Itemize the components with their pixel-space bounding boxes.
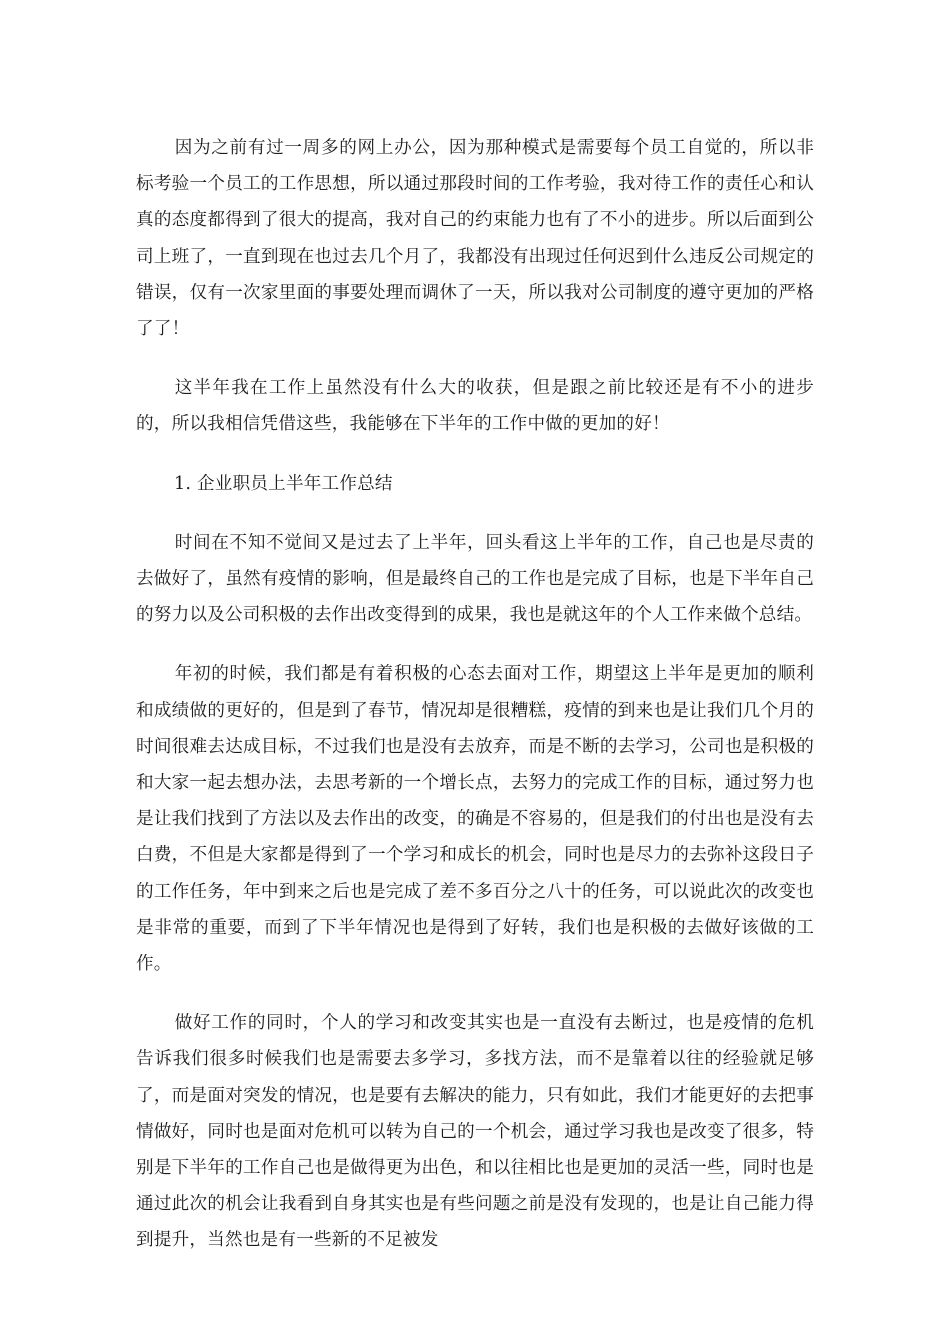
paragraph-half-year-progress: 这半年我在工作上虽然没有什么大的收获，但是跟之前比较还是有不小的进步的，所以我相信凭借这些，我能够在下半年的工作中做的更加的好！: [136, 378, 814, 435]
paragraph-intro: 时间在不知不觉间又是过去了上半年，回头看这上半年的工作，自己也是尽责的去做好了，虽然有疫情的影响，但是最终自己的工作也是完成了目标，也是下半年自己的努力以及公司积极的去作出改变得到的成果，我也是就这年的个人工作来做个总结。: [136, 532, 814, 626]
document-page: [136, 130, 814, 1282]
section-heading: 1. 企业职员上半年工作总结: [174, 473, 393, 494]
paragraph-remote-work: 因为之前有过一周多的网上办公，因为那种模式是需要每个员工自觉的，所以非标考验一个员工的工作思想，所以通过那段时间的工作考验，我对待工作的责任心和认真的态度都得到了很大的提高，我对自己的约束能力也有了不小的进步。所以后面到公司上班了，一直到现在也过去几个月了，我都没有出现过任何迟到什么违反公司规定的错误，仅有一次家里面的事要处理而调休了一天，所以我对公司制度的遵守更加的严格了了！: [136, 138, 814, 340]
paragraph-personal-learning: 做好工作的同时，个人的学习和改变其实也是一直没有去断过，也是疫情的危机告诉我们很多时候我们也是需要去多学习，多找方法，而不是靠着以往的经验就足够了，而是面对突发的情况，也是要有去解决的能力，只有如此，我们才能更好的去把事情做好，同时也是面对危机可以转为自己的一个机会，通过学习我也是改变了很多，特别是下半年的工作自己也是做得更为出色，和以往相比也是更加的灵活一些，同时也是通过此次的机会让我看到自身其实也是有些问题之前是没有发现的，也是让自己能力得到提升，当然也是有一些新的不足被发: [136, 1013, 814, 1251]
paragraph-beginning-of-year: 年初的时候，我们都是有着积极的心态去面对工作，期望这上半年是更加的顺利和成绩做的更好的，但是到了春节，情况却是很糟糕，疫情的到来也是让我们几个月的时间很难去达成目标，不过我们也是没有去放弃，而是不断的去学习，公司也是积极的和大家一起去想办法，去思考新的一个增长点，去努力的完成工作的目标，通过努力也是让我们找到了方法以及去作出的改变，的确是不容易的，但是我们的付出也是没有去白费，不但是大家都是得到了一个学习和成长的机会，同时也是尽力的去弥补这段日子的工作任务，年中到来之后也是完成了差不多百分之八十的任务，可以说此次的改变也是非常的重要，而到了下半年情况也是得到了好转，我们也是积极的去做好该做的工作。: [136, 664, 814, 975]
